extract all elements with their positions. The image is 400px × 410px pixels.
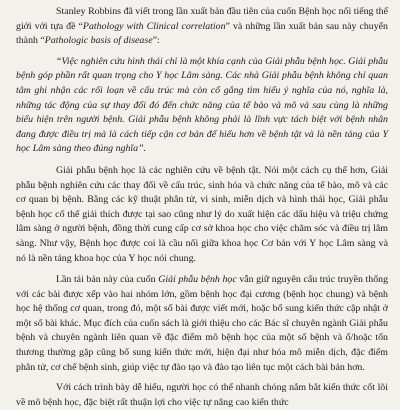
intro-text-end: ”: — [152, 35, 160, 47]
book-title-vn: Giải phẫu bệnh học — [158, 274, 237, 286]
intro-text: Stanley Robbins đã viết trong lần xuất bản đầu tiên của cuốn Bệnh học nối tiếng thế giới với tựa đề “ — [16, 6, 388, 32]
edition-text-continued: vẫn giữ nguyên cấu trúc truyền thống với các bài được xếp vào hai nhóm lớn, gồm bệnh học đại cương (bệnh học chung) và bệnh học hệ thống cơ quan, trong đó, một số bài được viết mới, hoặc bổ sung kiến thức cập nhật ở một số bài khác. Mục đích của cuốn sách là giới thiệu cho các Bác sĩ chuyên ngành Giải phẫu bệnh và chuyên ngành liên quan về đặc điểm mô bệnh học của một số bệnh và ổ/hoặc tổn thương thường gặp cũng bổ sung kiến thức mới, hiện đại như hóa mô miễn dịch, đặc điểm phân tử, cơ chế bệnh sinh, giúp việc tự đào tạo và đào tạo liên tục một cách bài bản hơn. — [16, 274, 389, 373]
intro-paragraph — [16, 5, 388, 49]
edition-description-paragraph — [16, 273, 388, 375]
presentation-paragraph: Với cách trình bày dễ hiểu, người học có thể nhanh chóng nắm bắt kiến thức cốt lõi về mô bệnh học, đặc biệt rất thuận lợi cho việc tự nâng cao kiến thức — [16, 382, 388, 408]
robbins-quote: “Việc nghiên cứu hình thái chỉ là một khía cạnh của Giải phẫu bệnh học. Giải phẫu bệnh góp phần rất quan trọng cho Y học Lâm sàng. Các nhà Giải phẫu bệnh không chỉ quan tâm ghi nhận các rối loạn về cấu trúc mà còn cố gắng tìm hiểu ý nghĩa của nó, nghĩa là, những tác động của sự thay đổi đó đến chức năng của tế bào và mô và sau cùng là những biểu hiện trên người bệnh. Giải phẫu bệnh không phải là lĩnh vực tách biệt với bệnh nhân đang được điều trị mà là cách tiếp cận cơ bản để hiểu hơn về bệnh tật và là nền tảng của Y học Lâm sàng theo đúng nghĩa”. — [16, 55, 388, 155]
pathology-definition-paragraph: Giải phẫu bệnh học là các nghiên cứu về bệnh tật. Nói một cách cụ thể hơn, Giải phẫu bệnh nghiên cứu các thay đổi về cấu trúc, sinh hóa và chức năng của tế bào, mô và các cơ quan bị bệnh. Bằng các kỹ thuật phân tử, vi sinh, miễn dịch và hình thái học, Giải phẫu bệnh học cố thể giải thích được tại sao cũng như lý do xuất hiện các dấu hiệu và triệu chứng lâm sàng ở người bệnh, đồng thời cung cấp cơ sở khoa học cho việc chăm sóc và điều trị lâm sàng. Như vậy, Bệnh học được coi là cầu nối giữa khoa học Cơ bản với Y học Lâm sàng và nó là nền tảng khoa học của Y học nói chung. — [16, 164, 388, 264]
book-title-original: Pathology with Clinical correlation — [82, 20, 226, 32]
edition-text: Lần tái bản này của cuốn — [56, 274, 159, 286]
intro-text-continued: ” và những lần xuất bản sau này chuyển thành “ — [16, 20, 388, 47]
book-title-later: Pathologic basis of disease — [44, 35, 153, 47]
